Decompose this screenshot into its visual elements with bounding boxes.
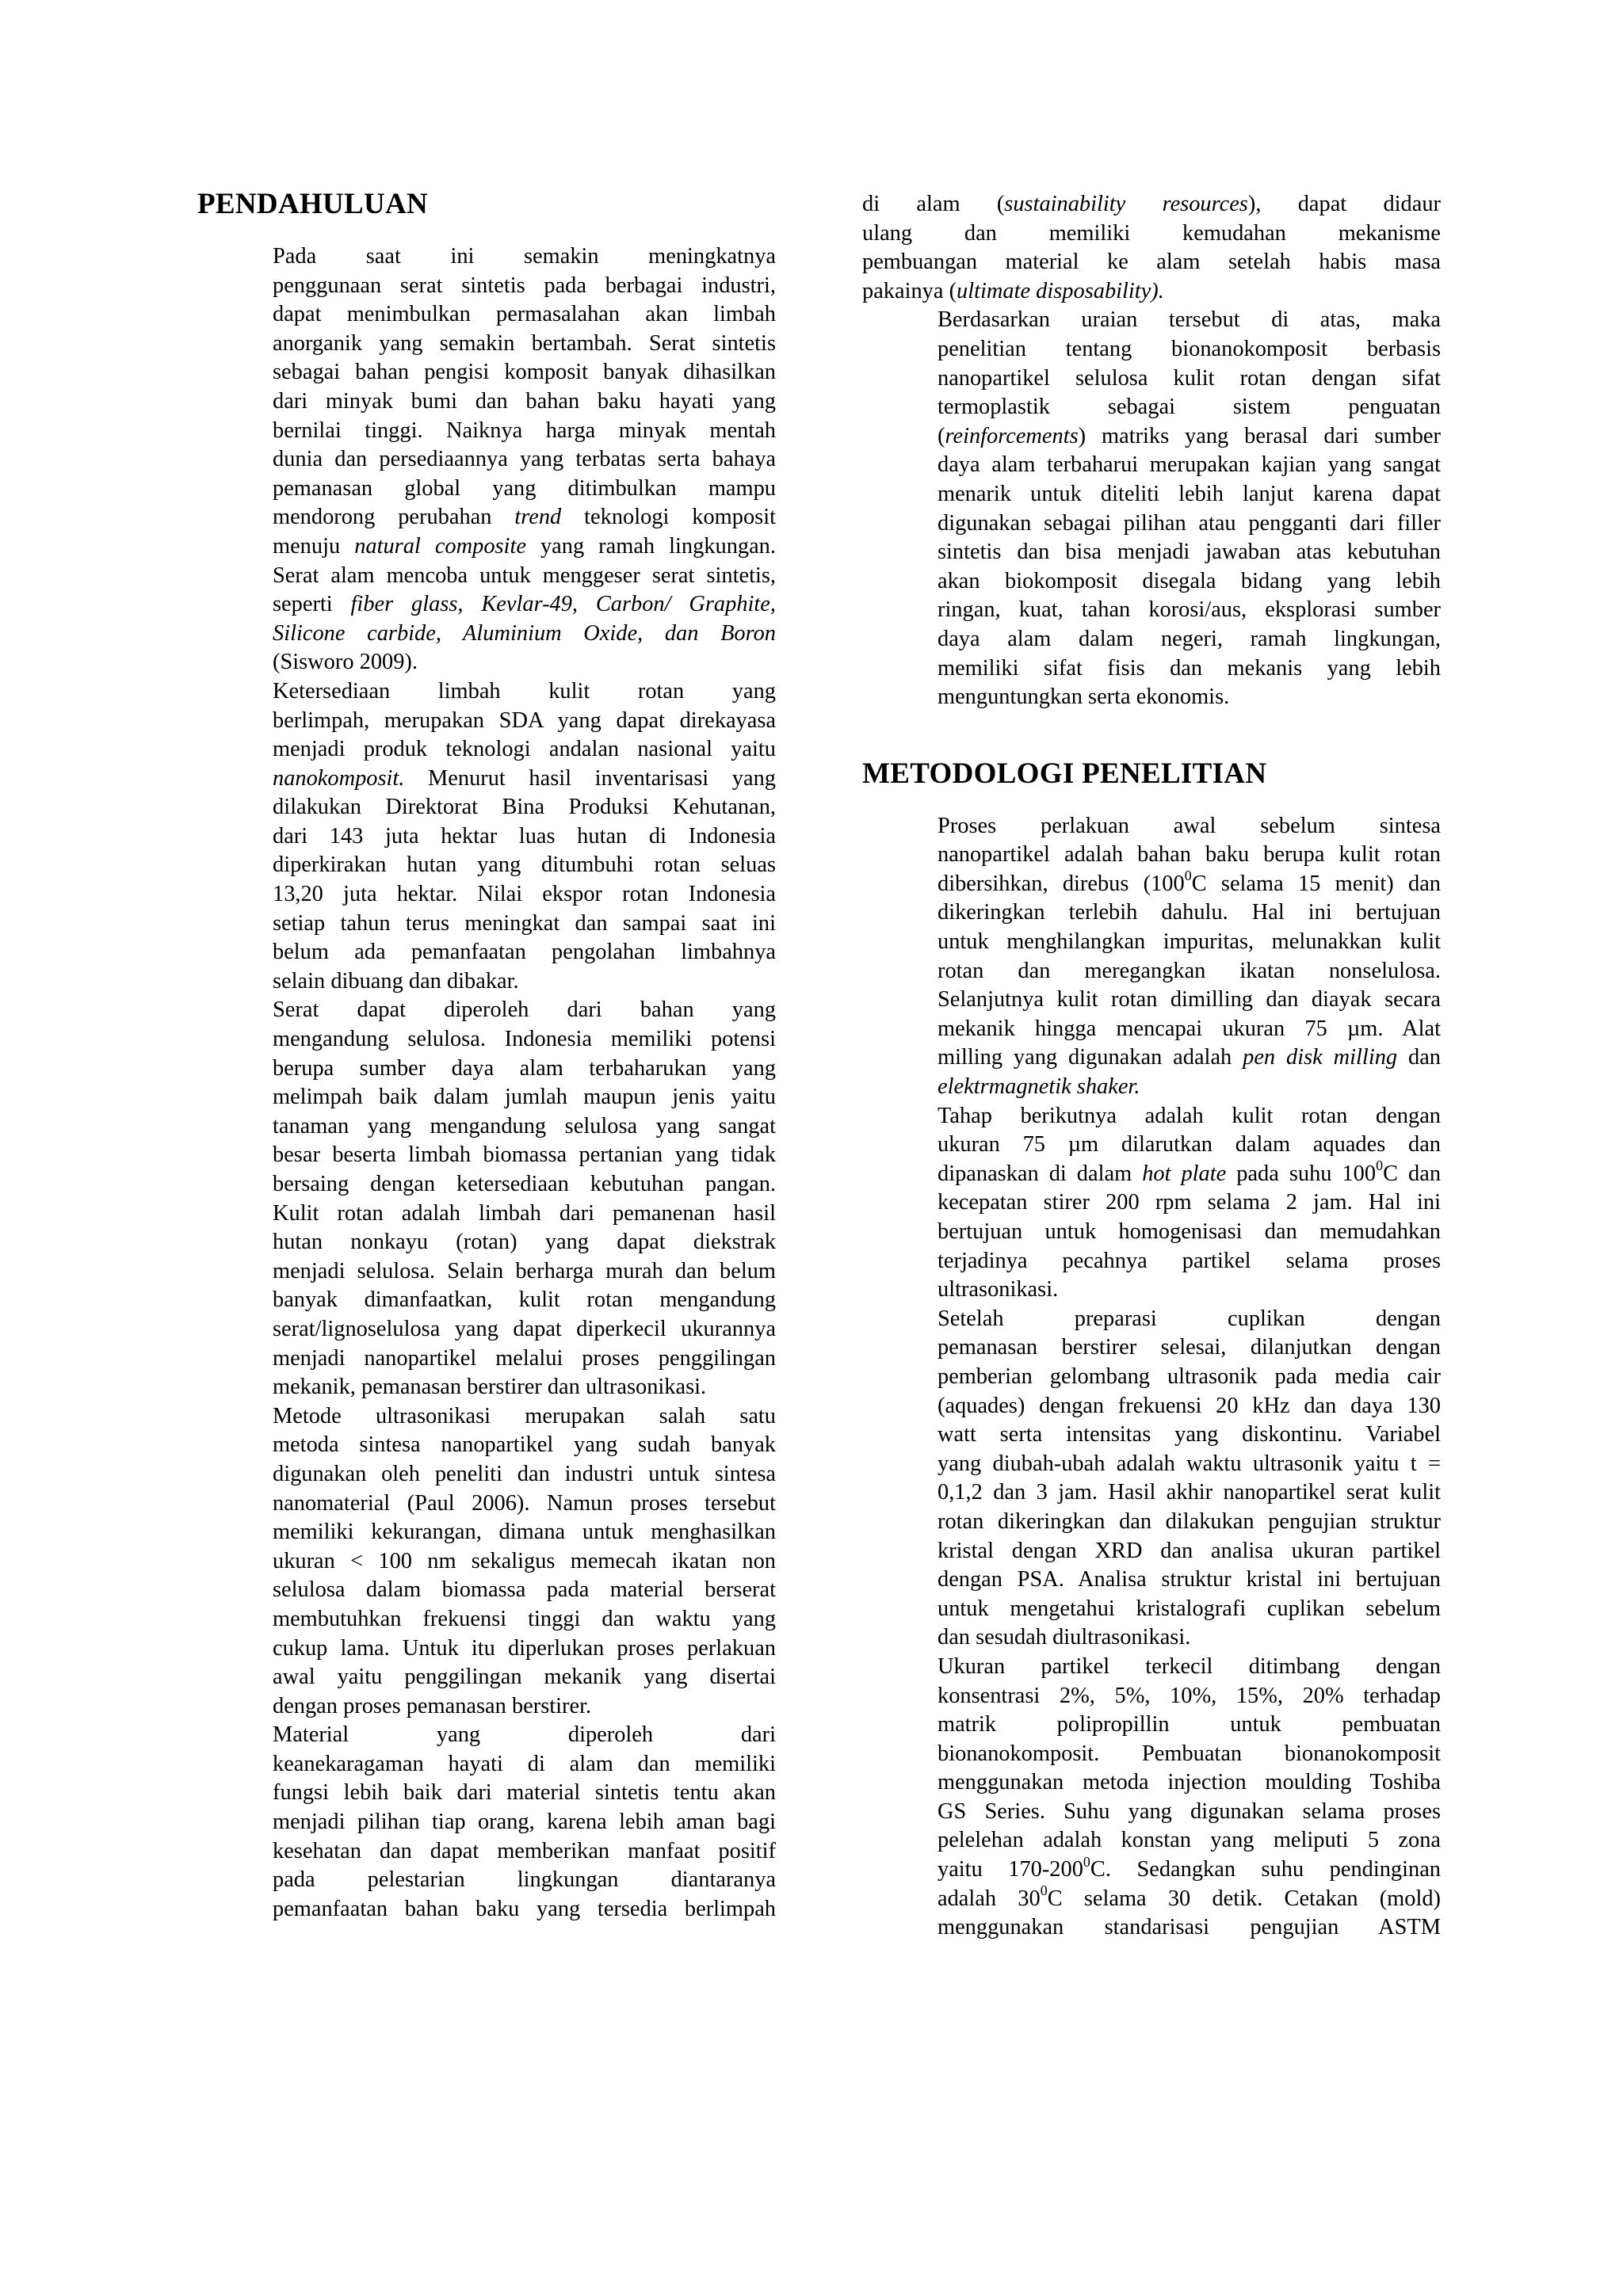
text-line: dan sesudah diultrasonikasi. xyxy=(938,1625,1191,1650)
text-line: belum ada pemanfaatan pengolahan limbahnya xyxy=(273,940,776,965)
text-line: kecepatan stirer 200 rpm selama 2 jam. Hal ini xyxy=(938,1190,1441,1215)
text-line: di alam (sustainability resources), dapat didaur xyxy=(862,192,1441,216)
text-line: Ketersediaan limbah kulit rotan yang xyxy=(273,678,776,704)
text-line: 13,20 juta hektar. Nilai ekspor rotan Indonesia xyxy=(273,882,776,907)
text-line: (aquades) dengan frekuensi 20 kHz dan daya 130 xyxy=(938,1393,1441,1418)
section-heading-pendahuluan: PENDAHULUAN xyxy=(197,188,429,220)
text-line: termoplastik sebagai sistem penguatan xyxy=(938,395,1441,420)
text-line: mekanik hingga mencapai ukuran 75 µm. Alat xyxy=(938,1016,1441,1041)
text-line: Pada saat ini semakin meningkatnya xyxy=(273,244,776,269)
text-line: keanekaragaman hayati di alam dan memiliki xyxy=(273,1751,776,1776)
text-line: konsentrasi 2%, 5%, 10%, 15%, 20% terhadap xyxy=(938,1683,1441,1708)
text-line: rotan dikeringkan dan dilakukan pengujian struktur xyxy=(938,1508,1441,1534)
text-line: pada pelestarian lingkungan diantaranya xyxy=(273,1867,776,1893)
text-line: sintetis dan bisa menjadi jawaban atas kebutuhan xyxy=(938,540,1441,565)
text-line: Setelah preparasi cuplikan dengan xyxy=(938,1306,1441,1331)
text-line: digunakan oleh peneliti dan industri untuk sintesa xyxy=(273,1461,776,1486)
text-line: pakainya (ultimate disposability). xyxy=(862,278,1164,303)
text-line: Silicone carbide, Aluminium Oxide, dan Boron xyxy=(273,620,776,646)
text-line: Kulit rotan adalah limbah dari pemanenan hasil xyxy=(273,1200,776,1226)
text-line: kesehatan dan dapat memberikan manfaat positif xyxy=(273,1838,776,1863)
paragraph xyxy=(197,1721,776,1924)
paragraph xyxy=(197,1402,776,1722)
text-line: bionanokomposit. Pembuatan bionanokomposit xyxy=(938,1741,1441,1766)
text-line: menjadi selulosa. Selain berharga murah dan belum xyxy=(273,1258,776,1283)
paragraph xyxy=(862,1305,1441,1653)
text-line: rotan dan meregangkan ikatan nonselulosa. xyxy=(938,958,1441,983)
text-line: tanaman yang mengandung selulosa yang sangat xyxy=(273,1113,776,1138)
text-line: menjadi pilihan tiap orang, karena lebih aman bagi xyxy=(273,1810,776,1835)
text-line: 0,1,2 dan 3 jam. Hasil akhir nanopartikel serat kulit xyxy=(938,1480,1441,1505)
text-line: dibersihkan, direbus ($100^0C$ selama 15 menit) dan xyxy=(938,868,1441,896)
text-line: yaitu $170-200^0C$. Sedangkan suhu pendinginan xyxy=(938,1853,1441,1882)
text-line: Serat alam mencoba untuk menggeser serat sintetis, xyxy=(273,563,776,588)
section-heading-metodologi: METODOLOGI PENELITIAN xyxy=(862,757,1267,790)
text-line: pembuangan material ke alam setelah habis masa xyxy=(862,250,1441,275)
text-line: dikeringkan terlebih dahulu. Hal ini bertujuan xyxy=(938,900,1441,925)
text-line: membutuhkan frekuensi tinggi dan waktu yang xyxy=(273,1606,776,1631)
text-line: Ukuran partikel terkecil ditimbang dengan xyxy=(938,1653,1441,1679)
right-column xyxy=(862,190,1441,1943)
text-line: dengan proses pemanasan berstirer. xyxy=(273,1693,592,1718)
text-line: Material yang diperoleh dari xyxy=(273,1722,776,1748)
text-line: fungsi lebih baik dari material sintetis tentu akan xyxy=(273,1780,776,1806)
text-line: adalah $30^0C$ selama 30 detik. Cetakan (mold) xyxy=(938,1882,1441,1911)
text-line: ultrasonikasi. xyxy=(938,1277,1059,1302)
paragraph xyxy=(862,1653,1441,1943)
text-line: matrik polipropillin untuk pembuatan xyxy=(938,1712,1441,1737)
text-line: elektrmagnetik shaker. xyxy=(938,1074,1140,1100)
text-line: akan biokomposit disegala bidang yang lebih xyxy=(938,568,1441,593)
text-line: Selanjutnya kulit rotan dimilling dan diayak secara xyxy=(938,987,1441,1013)
text-line: seperti fiber glass, Kevlar-49, Carbon/ Graphite, xyxy=(273,592,776,617)
text-line: selulosa dalam biomassa pada material berserat xyxy=(273,1577,776,1603)
text-line: daya alam dalam negeri, ramah lingkungan, xyxy=(938,626,1441,651)
text-line: Metode ultrasonikasi merupakan salah satu xyxy=(273,1403,776,1428)
text-line: yang diubah-ubah adalah waktu ultrasonik yaitu t = xyxy=(938,1451,1441,1476)
text-line: ulang dan memiliki kemudahan mekanisme xyxy=(862,220,1441,246)
text-line: menggunakan metoda injection moulding Toshiba xyxy=(938,1770,1441,1795)
text-line: dunia dan persediaannya yang terbatas serta bahaya xyxy=(273,447,776,472)
text-line: bernilai tinggi. Naiknya harga minyak mentah xyxy=(273,418,776,443)
text-line: (reinforcements) matriks yang berasal dari sumber xyxy=(938,423,1441,448)
text-line: digunakan sebagai pilihan atau pengganti dari filler xyxy=(938,510,1441,536)
text-line: nanopartikel selulosa kulit rotan dengan sifat xyxy=(938,365,1441,391)
text-line: Berdasarkan uraian tersebut di atas, maka xyxy=(938,307,1441,333)
text-line: pemanasan berstirer selesai, dilanjutkan dengan xyxy=(938,1335,1441,1360)
text-line: banyak dimanfaatkan, kulit rotan mengandung xyxy=(273,1287,776,1313)
text-line: daya alam terbaharui merupakan kajian yang sangat xyxy=(938,452,1441,478)
text-line: untuk menghilangkan impuritas, melunakkan kulit xyxy=(938,929,1441,955)
text-line: GS Series. Suhu yang digunakan selama proses xyxy=(938,1798,1441,1824)
text-line: pemanfaatan bahan baku yang tersedia berlimpah xyxy=(273,1896,776,1921)
text-line: ringan, kuat, tahan korosi/aus, eksplorasi sumber xyxy=(938,597,1441,623)
text-line: awal yaitu penggilingan mekanik yang disertai xyxy=(273,1665,776,1690)
text-line: ukuran < 100 nm sekaligus memecah ikatan non xyxy=(273,1548,776,1573)
text-line: dengan PSA. Analisa struktur kristal ini bertujuan xyxy=(938,1567,1441,1592)
text-line: hutan nonkayu (rotan) yang dapat diekstrak xyxy=(273,1230,776,1255)
text-line: serat/lignoselulosa yang dapat diperkecil ukurannya xyxy=(273,1316,776,1341)
text-line: terjadinya pecahnya partikel selama proses xyxy=(938,1248,1441,1273)
text-line: untuk mengetahui kristalografi cuplikan sebelum xyxy=(938,1596,1441,1621)
text-line: menarik untuk diteliti lebih lanjut karena dapat xyxy=(938,481,1441,506)
text-line: cukup lama. Untuk itu diperlukan proses perlakuan xyxy=(273,1635,776,1661)
text-line: anorganik yang semakin bertambah. Serat sintetis xyxy=(273,330,776,356)
text-line: dari minyak bumi dan bahan baku hayati yang xyxy=(273,388,776,414)
paragraph xyxy=(862,812,1441,1102)
text-line: Proses perlakuan awal sebelum sintesa xyxy=(938,813,1441,838)
text-line: bersaing dengan ketersediaan kebutuhan pangan. xyxy=(273,1172,776,1196)
paragraph xyxy=(197,677,776,997)
text-line: ukuran 75 µm dilarutkan dalam aquades dan xyxy=(938,1132,1441,1158)
paragraph xyxy=(862,1102,1441,1305)
text-line: penelitian tentang bionanokomposit berbasis xyxy=(938,336,1441,361)
text-line: selain dibuang dan dibakar. xyxy=(273,968,519,994)
text-line: menjadi produk teknologi andalan nasional yaitu xyxy=(273,737,776,762)
text-line: berlimpah, merupakan SDA yang dapat direkayasa xyxy=(273,707,776,733)
text-line: watt serta intensitas yang diskontinu. Variabel xyxy=(938,1422,1441,1447)
text-line: menggunakan standarisasi pengujian ASTM xyxy=(938,1915,1441,1940)
text-line: nanomaterial (Paul 2006). Namun proses tersebut xyxy=(273,1490,776,1516)
paragraph xyxy=(862,190,1441,306)
text-line: penggunaan serat sintetis pada berbagai industri, xyxy=(273,273,776,298)
paragraph xyxy=(197,996,776,1402)
text-line: nanokomposit. Menurut hasil inventarisasi yang xyxy=(273,765,776,791)
text-line: bertujuan untuk homogenisasi dan memudahkan xyxy=(938,1219,1441,1244)
paragraph xyxy=(197,242,776,677)
text-line: setiap tahun terus meningkat dan sampai saat ini xyxy=(273,910,776,936)
text-line: dipanaskan di dalam hot plate pada suhu $100^0C$ dan xyxy=(938,1158,1442,1186)
left-column xyxy=(197,187,776,1924)
text-line: dapat menimbulkan permasalahan akan limbah xyxy=(273,302,776,327)
text-line: menjadi nanopartikel melalui proses penggilingan xyxy=(273,1345,776,1371)
text-line: dilakukan Direktorat Bina Produksi Kehutanan, xyxy=(273,795,776,820)
paragraph xyxy=(862,306,1441,711)
text-line: pelelehan adalah konstan yang meliputi 5 zona xyxy=(938,1828,1441,1853)
text-line: (Sisworo 2009). xyxy=(273,650,418,675)
text-line: diperkirakan hutan yang ditumbuhi rotan seluas xyxy=(273,852,776,878)
text-line: Serat dapat diperoleh dari bahan yang xyxy=(273,997,776,1023)
text-line: melimpah baik dalam jumlah maupun jenis yaitu xyxy=(273,1085,776,1110)
text-line: metoda sintesa nanopartikel yang sudah banyak xyxy=(273,1432,776,1458)
text-line: menguntungkan serta ekonomis. xyxy=(938,685,1230,710)
text-line: milling yang digunakan adalah pen disk milling dan xyxy=(938,1045,1441,1070)
text-line: pemberian gelombang ultrasonik pada media cair xyxy=(938,1363,1441,1389)
text-line: Tahap berikutnya adalah kulit rotan dengan xyxy=(938,1103,1441,1128)
text-line: nanopartikel adalah bahan baku berupa kulit rotan xyxy=(938,842,1441,868)
text-line: memiliki kekurangan, dimana untuk menghasilkan xyxy=(273,1520,776,1545)
text-line: berupa sumber daya alam terbaharukan yang xyxy=(273,1055,776,1081)
text-line: mendorong perubahan trend teknologi komposit xyxy=(273,505,776,530)
text-line: memiliki sifat fisis dan mekanis yang lebih xyxy=(938,655,1441,681)
text-line: menuju natural composite yang ramah lingkungan. xyxy=(273,533,776,559)
text-line: dari 143 juta hektar luas hutan di Indonesia xyxy=(273,823,776,849)
text-line: sebagai bahan pengisi komposit banyak dihasilkan xyxy=(273,360,776,385)
text-line: besar beserta limbah biomassa pertanian yang tidak xyxy=(273,1142,776,1168)
text-line: kristal dengan XRD dan analisa ukuran partikel xyxy=(938,1538,1441,1563)
text-line: mekanik, pemanasan berstirer dan ultrasonikasi. xyxy=(273,1375,707,1400)
text-line: mengandung selulosa. Indonesia memiliki potensi xyxy=(273,1027,776,1052)
text-line: pemanasan global yang ditimbulkan mampu xyxy=(273,475,776,501)
